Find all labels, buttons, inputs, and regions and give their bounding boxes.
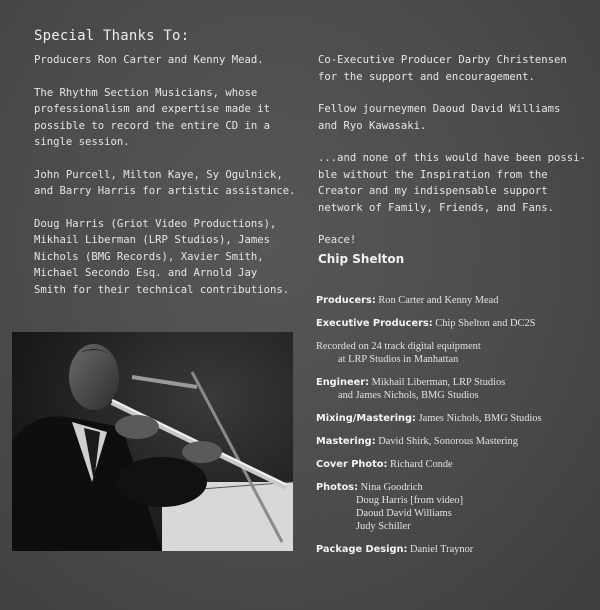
thanks-paragraph: Doug Harris (Griot Video Productions), Mikhail Liberman (LRP Studios), James Nichols (BMG Records), Xavier Smith, Michael Secondo Esq. and Arnold Jay Smith for their technical contributions.: [34, 217, 290, 296]
credit-label: Mixing/Mastering:: [316, 413, 416, 424]
closing-text: Peace!: [318, 234, 357, 246]
credit-value: James Nichols, BMG Studios: [418, 413, 542, 424]
thanks-right-column: [318, 52, 586, 267]
credit-label: Engineer:: [316, 377, 370, 388]
credit-label: Mastering:: [316, 436, 376, 447]
flute-player-photo: [12, 332, 293, 551]
credit-recorded: [316, 340, 586, 366]
left-hand: [115, 415, 159, 439]
credits-list: [316, 294, 586, 566]
page-heading: Special Thanks To:: [34, 28, 190, 44]
credit-label: Producers:: [316, 295, 376, 306]
credit-label: Cover Photo:: [316, 459, 388, 470]
credit-value: Chip Shelton and DC2S: [435, 318, 536, 329]
thanks-paragraph: ...and none of this would have been possi- ble without the Inspiration from the Creator and my indispensable support network of Family, Friends, and Fans.: [318, 152, 586, 214]
credit-value: Nina Goodrich: [360, 482, 423, 493]
credit-value: Daoud David Williams: [356, 508, 452, 519]
thanks-paragraph: Co-Executive Producer Darby Christensen for the support and encouragement.: [318, 54, 567, 83]
credit-cover-photo: [316, 458, 586, 471]
sleeve: [117, 457, 207, 507]
thanks-paragraph: Producers Ron Carter and Kenny Mead.: [34, 54, 264, 66]
credit-photos: [316, 481, 586, 533]
credit-value: Mikhail Liberman, LRP Studios: [371, 377, 506, 388]
right-hand: [182, 441, 222, 463]
credit-value: Daniel Traynor: [410, 544, 474, 555]
thanks-paragraph: The Rhythm Section Musicians, whose professionalism and expertise made it possible to record the entire CD in a single session.: [34, 86, 270, 148]
credit-label: Photos:: [316, 482, 359, 493]
credit-executive-producers: [316, 317, 586, 330]
credit-value: at LRP Studios in Manhattan: [338, 354, 459, 365]
credit-value: Doug Harris [from video]: [356, 495, 464, 506]
credit-value: David Shirk, Sonorous Mastering: [378, 436, 518, 447]
credit-mastering: [316, 435, 586, 448]
photo-illustration: [12, 332, 293, 551]
credit-value: Ron Carter and Kenny Mead: [378, 295, 499, 306]
credit-label: Executive Producers:: [316, 318, 433, 329]
credit-value: Recorded on 24 track digital equipment: [316, 341, 481, 352]
credit-producers: [316, 294, 586, 307]
signature: Chip Shelton: [318, 251, 405, 266]
thanks-left-column: [34, 52, 296, 314]
credit-label: Package Design:: [316, 544, 408, 555]
thanks-paragraph: Fellow journeymen Daoud David Williams and Ryo Kawasaki.: [318, 103, 561, 132]
credit-engineer: [316, 376, 586, 402]
thanks-paragraph: John Purcell, Milton Kaye, Sy Ogulnick, and Barry Harris for artistic assistance.: [34, 168, 296, 197]
credit-mixing: [316, 412, 586, 425]
credit-package-design: [316, 543, 586, 556]
credit-value: and James Nichols, BMG Studios: [338, 390, 479, 401]
credit-value: Judy Schiller: [356, 521, 411, 532]
face: [69, 344, 119, 410]
credit-value: Richard Conde: [390, 459, 453, 470]
